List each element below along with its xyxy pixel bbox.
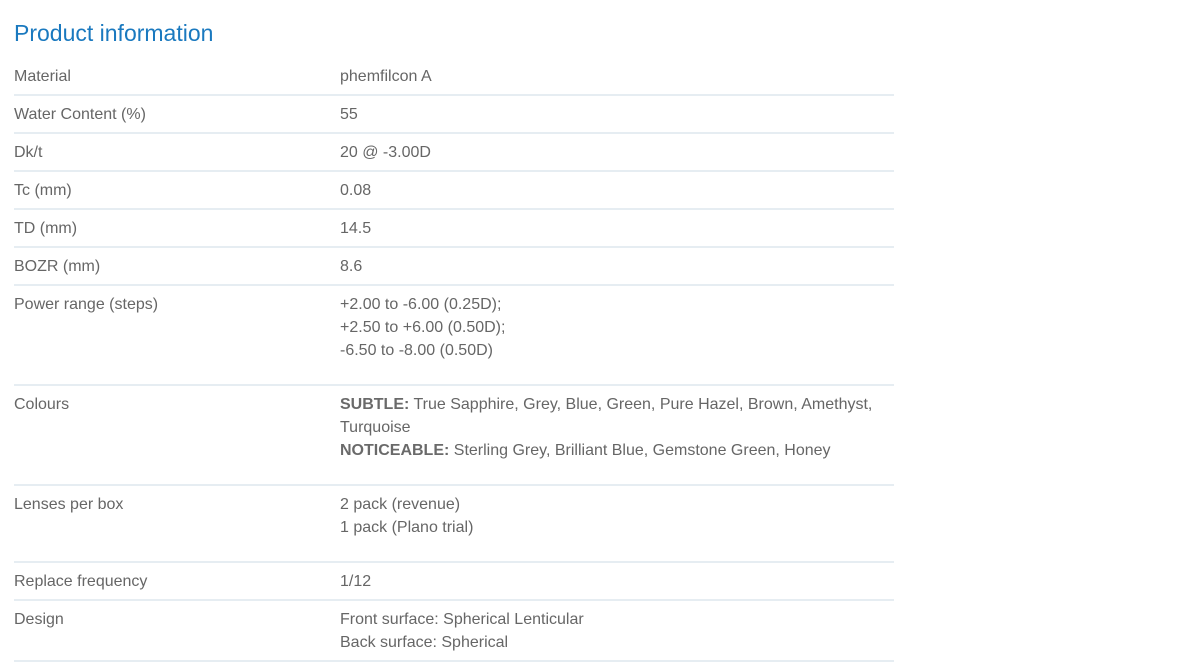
spec-value-line: +2.50 to +6.00 (0.50D);	[340, 319, 506, 336]
spec-value	[340, 285, 894, 385]
spec-value: phemfilcon A	[340, 68, 432, 85]
spec-value: 14.5	[340, 220, 372, 237]
product-spec-table	[14, 58, 894, 662]
spec-label: TD (mm)	[14, 220, 78, 237]
spec-value: 1/12	[340, 573, 372, 590]
section-title: Product information	[14, 20, 214, 46]
spec-label: Material	[14, 68, 71, 85]
spec-row-power-range	[14, 285, 894, 385]
subtle-colour-list: True Sapphire, Grey, Blue, Green, Pure Hazel, Brown, Amethyst, Turquoise	[340, 396, 873, 436]
spec-value	[340, 485, 894, 562]
spec-row-tc	[14, 171, 894, 209]
spec-row-water-content	[14, 95, 894, 133]
spec-row-material	[14, 58, 894, 95]
spec-value: 0.08	[340, 182, 372, 199]
subtle-label: SUBTLE:	[340, 396, 410, 413]
spec-row-replace-frequency	[14, 562, 894, 600]
spec-label: BOZR (mm)	[14, 258, 101, 275]
spec-row-td	[14, 209, 894, 247]
spec-value-line: +2.00 to -6.00 (0.25D);	[340, 296, 502, 313]
spec-value	[340, 600, 894, 661]
spec-row-dkt	[14, 133, 894, 171]
spec-label: Tc (mm)	[14, 182, 72, 199]
spec-value-line: 2 pack (revenue)	[340, 496, 461, 513]
spec-value-line: Front surface: Spherical Lenticular	[340, 611, 584, 628]
spec-label: Water Content (%)	[14, 106, 146, 123]
noticeable-colour-list: Sterling Grey, Brilliant Blue, Gemstone Green, Honey	[449, 442, 831, 459]
spec-value-line: 1 pack (Plano trial)	[340, 519, 474, 536]
noticeable-colours	[340, 439, 894, 462]
spec-value-line: -6.50 to -8.00 (0.50D)	[340, 342, 493, 359]
spec-label: Power range (steps)	[14, 296, 159, 313]
product-information-section	[14, 0, 894, 662]
spec-label: Colours	[14, 396, 70, 413]
subtle-colours	[340, 393, 894, 439]
spec-label: Lenses per box	[14, 496, 124, 513]
spec-value	[340, 385, 894, 485]
spec-row-lenses-per-box	[14, 485, 894, 562]
spec-value-line: Back surface: Spherical	[340, 634, 509, 651]
spec-value: 8.6	[340, 258, 363, 275]
spec-row-design	[14, 600, 894, 661]
spec-value: 20 @ -3.00D	[340, 144, 431, 161]
spec-label: Dk/t	[14, 144, 43, 161]
spec-value: 55	[340, 106, 358, 123]
noticeable-label: NOTICEABLE:	[340, 442, 450, 459]
spec-label: Replace frequency	[14, 573, 148, 590]
spec-label: Design	[14, 611, 64, 628]
spec-row-bozr	[14, 247, 894, 285]
spec-row-colours	[14, 385, 894, 485]
